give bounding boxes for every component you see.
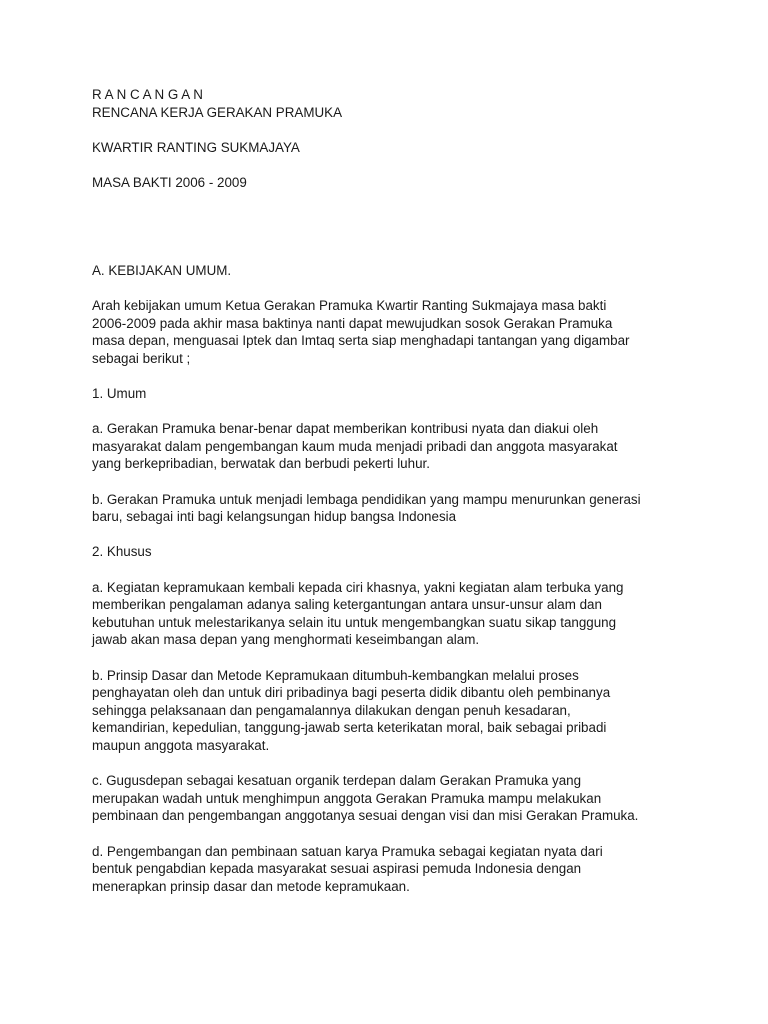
intro-paragraph	[92, 297, 692, 367]
khusus-item-c	[92, 772, 692, 825]
doc-unit: KWARTIR RANTING SUKMAJAYA	[92, 139, 300, 155]
text-line: bentuk pengabdian kepada masyarakat sesuai aspirasi pemuda Indonesia dengan	[92, 861, 582, 877]
text-line: menerapkan prinsip dasar dan metode kepramukaan.	[92, 878, 410, 894]
spacer	[92, 526, 692, 544]
spacer	[92, 561, 692, 579]
subsection-heading: 2. Khusus	[92, 544, 152, 560]
spacer	[92, 755, 692, 773]
spacer	[92, 156, 692, 174]
text-line: merupakan wadah untuk menghimpun anggota Gerakan Pramuka mampu melakukan	[92, 790, 602, 806]
text-line: memberikan pengalaman adanya saling ketergantungan antara unsur-unsur alam dan	[92, 597, 602, 613]
text-line: pembinaan dan pengembangan anggotanya sesuai dengan visi dan misi Gerakan Pramuka.	[92, 808, 639, 824]
khusus-item-b	[92, 667, 692, 755]
spacer	[92, 403, 692, 421]
spacer	[92, 825, 692, 843]
text-line: a. Gerakan Pramuka benar-benar dapat memberikan kontribusi nyata dan diakui oleh	[92, 421, 599, 437]
text-line: penghayatan oleh dan untuk diri pribadinya bagi peserta didik dibantu oleh pembinanya	[92, 685, 611, 701]
doc-period: MASA BAKTI 2006 - 2009	[92, 174, 247, 190]
doc-title-spaced: R A N C A N G A N	[92, 87, 203, 102]
doc-subtitle: RENCANA KERJA GERAKAN PRAMUKA	[92, 104, 343, 120]
umum-item-a	[92, 420, 692, 473]
spacer	[92, 368, 692, 386]
spacer	[92, 244, 692, 262]
spacer	[92, 121, 692, 139]
spacer	[92, 192, 692, 245]
text-line: b. Prinsip Dasar dan Metode Kepramukaan ditumbuh-kembangkan melalui proses	[92, 667, 579, 683]
khusus-item-a	[92, 579, 692, 649]
text-line: kebutuhan untuk melestarikanya selain itu untuk mengembangkan suatu sikap tanggung	[92, 614, 617, 630]
text-line: yang berkepribadian, berwatak dan berbudi pekerti luhur.	[92, 456, 430, 472]
text-line: sebagai berikut ;	[92, 350, 191, 366]
spacer	[92, 649, 692, 667]
text-line: 2006-2009 pada akhir masa baktinya nanti dapat mewujudkan sosok Gerakan Pramuka	[92, 315, 613, 331]
khusus-item-d	[92, 843, 692, 896]
text-line: masa depan, menguasai Iptek dan Imtaq serta siap menghadapi tantangan yang digambar	[92, 333, 630, 349]
text-line: c. Gugusdepan sebagai kesatuan organik terdepan dalam Gerakan Pramuka yang	[92, 773, 582, 789]
subsection-heading: 1. Umum	[92, 386, 147, 402]
text-line: kemandirian, kepedulian, tanggung-jawab serta keterikatan moral, baik sebagai pribadi	[92, 720, 607, 736]
document-body	[92, 86, 692, 895]
text-line: jawab akan masa depan yang menghormati keseimbangan alam.	[92, 632, 480, 648]
text-line: baru, sebagai inti bagi kelangsungan hidup bangsa Indonesia	[92, 509, 457, 525]
text-line: masyarakat dalam pengembangan kaum muda menjadi pribadi dan anggota masyarakat	[92, 438, 618, 454]
umum-item-b	[92, 491, 692, 526]
text-line: d. Pengembangan dan pembinaan satuan karya Pramuka sebagai kegiatan nyata dari	[92, 843, 603, 859]
text-line: b. Gerakan Pramuka untuk menjadi lembaga pendidikan yang mampu menurunkan generasi	[92, 491, 641, 507]
text-line: Arah kebijakan umum Ketua Gerakan Pramuka Kwartir Ranting Sukmajaya masa bakti	[92, 298, 607, 314]
text-line: maupun anggota masyarakat.	[92, 737, 270, 753]
spacer	[92, 473, 692, 491]
text-line: sehingga pelaksanaan dan pengamalannya dilakukan dengan penuh kesadaran,	[92, 702, 571, 718]
spacer	[92, 280, 692, 298]
text-line: a. Kegiatan kepramukaan kembali kepada ciri khasnya, yakni kegiatan alam terbuka yang	[92, 579, 624, 595]
section-heading: A. KEBIJAKAN UMUM.	[92, 262, 232, 278]
